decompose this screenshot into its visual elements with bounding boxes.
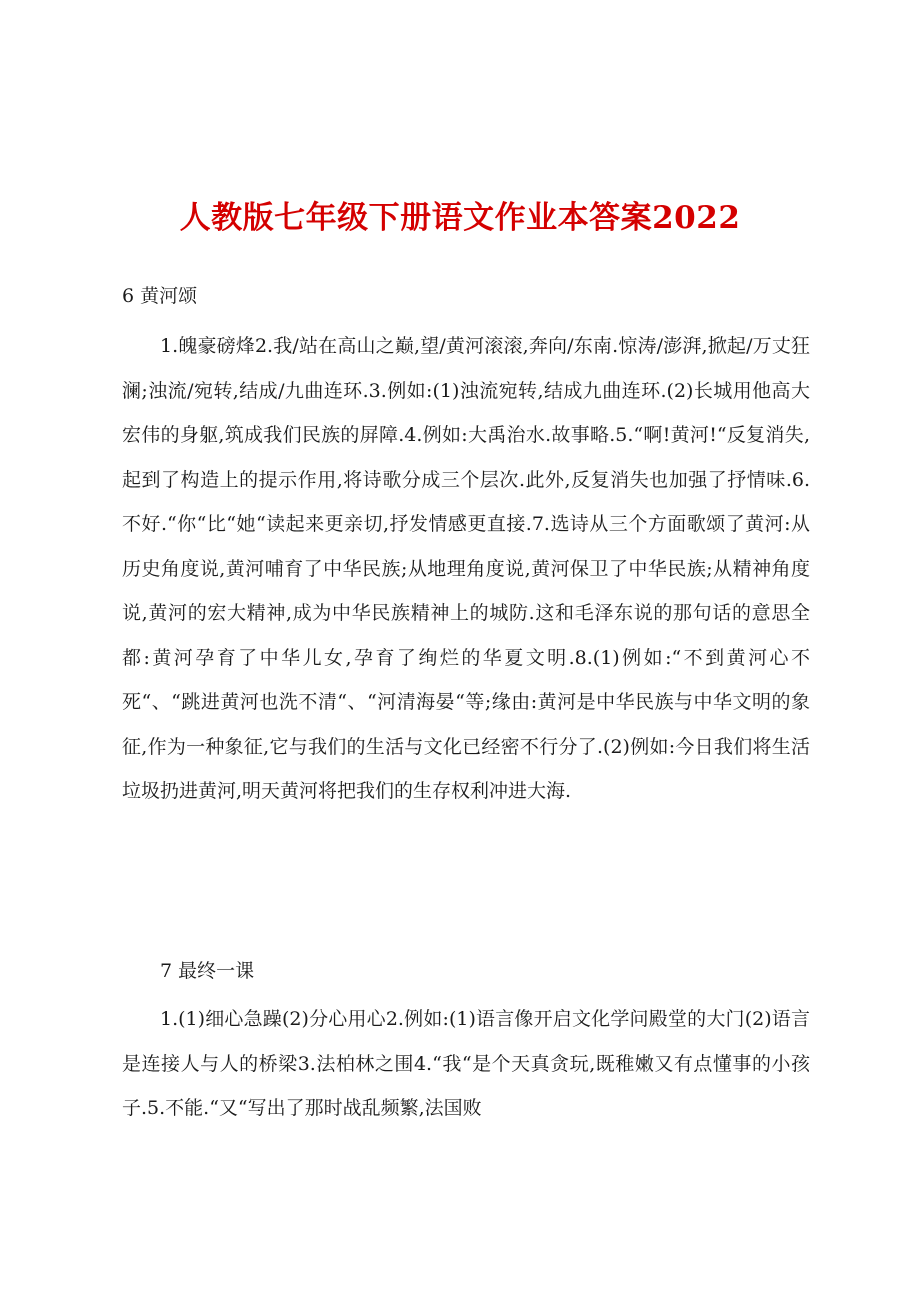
section-answers-yellow-river-ode: 1.魄豪磅烽2.我/站在高山之巅,望/黄河滚滚,奔向/东南.惊涛/澎湃,掀起/万丈狂澜;浊流/宛转,结成/九曲连环.3.例如:(1)浊流宛转,结成九曲连环.(2)长城用他高大宏伟的身躯,筑成我们民族的屏障.4.例如:大禹治水.故事略.5.“啊!黄河!“反复消失,起到了构造上的提示作用,将诗歌分成三个层次.此外,反复消失也加强了抒情味.6.不好.“你“比“她“读起来更亲切,抒发情感更直接.7.选诗从三个方面歌颂了黄河:从历史角度说,黄河哺育了中华民族;从地理角度说,黄河保卫了中华民族;从精神角度说,黄河的宏大精神,成为中华民族精神上的城防.这和毛泽东说的那句话的意思全都:黄河孕育了中华儿女,孕育了绚烂的华夏文明.8.(1)例如:“不到黄河心不死“、“跳进黄河也洗不清“、“河清海晏“等;缘由:黄河是中华民族与中华文明的象征,作为一种象征,它与我们的生活与文化已经密不行分了.(2)例如:今日我们将生活垃圾扔进黄河,明天黄河将把我们的生存权利冲进大海. bbox=[122, 335, 810, 802]
document-title: 人教版七年级下册语文作业本答案2022 bbox=[179, 200, 741, 236]
section-heading-yellow-river-ode: 6 黄河颂 bbox=[122, 285, 198, 307]
section-heading-last-lesson: 7 最终一课 bbox=[160, 960, 255, 982]
section-answers-last-lesson: 1.(1)细心急躁(2)分心用心2.例如:(1)语言像开启文化学问殿堂的大门(2)语言是连接人与人的桥梁3.法柏林之围4.“我“是个天真贪玩,既稚嫩又有点懂事的小孩子.5.不能.“又“写出了那时战乱频繁,法国败 bbox=[122, 1008, 810, 1119]
